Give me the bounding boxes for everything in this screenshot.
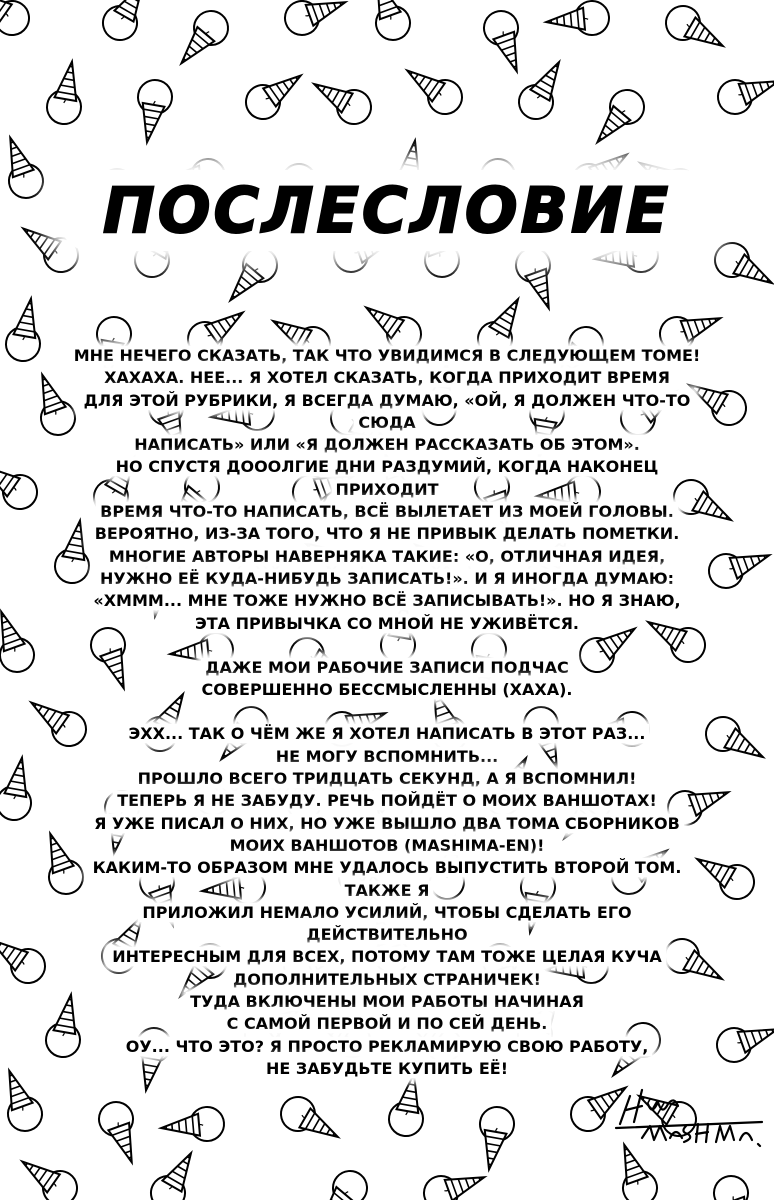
text-line: «ХМММ... МНЕ ТОЖЕ НУЖНО ВСЁ ЗАПИСЫВАТЬ!». НО Я ЗНАЮ, xyxy=(89,591,684,610)
ice-cream-cone-icon xyxy=(479,6,532,77)
ice-cream-cone-icon xyxy=(239,62,310,126)
text-line: НО СПУСТЯ ДОООЛГИЕ ДНИ РАЗДУМИЙ, КОГДА НАКОНЕЦ ПРИХОДИТ xyxy=(112,457,663,498)
text-line: ХАХАХА. НЕЕ... Я ХОТЕЛ СКАЗАТЬ, КОГДА ПРИХОДИТ ВРЕМЯ xyxy=(100,368,674,387)
ice-cream-cone-icon xyxy=(713,65,774,118)
ice-cream-cone-icon xyxy=(0,132,48,203)
text-line: ИНТЕРЕСНЫМ ДЛЯ ВСЕХ, ПОТОМУ ТАМ ТОЖЕ ЦЕЛАЯ КУЧА xyxy=(108,947,666,966)
ice-cream-cone-icon xyxy=(3,296,47,364)
text-line: ВРЕМЯ ЧТО-ТО НАПИСАТЬ, ВСЁ ВЫЛЕТАЕТ ИЗ МОЕЙ ГОЛОВЫ. xyxy=(96,502,678,521)
page-title: ПОСЛЕСЛОВИЕ xyxy=(60,170,714,251)
ice-cream-cone-icon xyxy=(280,0,351,40)
text-line: МНОГИЕ АВТОРЫ НАВЕРНЯКА ТАКИЕ: «О, ОТЛИЧНАЯ ИДЕЯ, xyxy=(105,547,669,566)
ice-cream-cone-icon xyxy=(145,1145,206,1200)
ice-cream-cone-icon xyxy=(168,4,235,74)
ice-cream-cone-icon xyxy=(398,57,469,121)
text-line: ВЕРОЯТНО, ИЗ-ЗА ТОГО, ЧТО Я НЕ ПРИВЫК ДЕЛАТЬ ПОМЕТКИ. xyxy=(91,524,684,543)
author-signature xyxy=(612,1082,768,1154)
ice-cream-cone-icon xyxy=(94,1097,147,1168)
ice-cream-cone-icon xyxy=(217,241,284,311)
text-line: ДОПОЛНИТЕЛЬНЫХ СТРАНИЧЕК! xyxy=(229,970,545,989)
text-line: ПРОШЛО ВСЕГО ТРИДЦАТЬ СЕКУНД, А Я ВСПОМНИЛ! xyxy=(134,769,641,788)
text-line: МОИХ ВАНШОТОВ (MASHIMA-EN)! xyxy=(226,836,549,855)
text-line: Я УЖЕ ПИСАЛ О НИХ, НО УЖЕ ВЫШЛО ДВА ТОМА СБОРНИКОВ xyxy=(90,814,684,833)
text-line: НАПИСАТЬ» ИЛИ «Я ДОЛЖЕН РАССКАЗАТЬ ОБ ЭТОМ». xyxy=(130,435,644,454)
ice-cream-cone-icon xyxy=(0,606,39,677)
ice-cream-cone-icon xyxy=(13,1148,84,1200)
paragraph-3 xyxy=(60,723,714,1080)
ice-cream-cone-icon xyxy=(472,1104,516,1172)
text-line: ТЕПЕРЬ Я НЕ ЗАБУДУ. РЕЧЬ ПОЙДЁТ О МОИХ ВАНШОТАХ! xyxy=(113,791,661,810)
text-line: НУЖНО ЕЁ КУДА-НИБУДЬ ЗАПИСАТЬ!». И Я ИНОГДА ДУМАЮ: xyxy=(96,569,678,588)
text-line: ДАЖЕ МОИ РАБОЧИЕ ЗАПИСИ ПОДЧАС xyxy=(201,658,572,677)
ice-cream-cone-icon xyxy=(361,0,414,45)
ice-cream-cone-icon xyxy=(584,83,651,153)
text-line: НЕ МОГУ ВСПОМНИТЬ... xyxy=(272,747,503,766)
text-line: МНЕ НЕЧЕГО СКАЗАТЬ, ТАК ЧТО УВИДИМСЯ В СЛЕДУЮЩЕМ ТОМЕ! xyxy=(70,346,705,365)
text-line: ДЛЯ ЭТОЙ РУБРИКИ, Я ВСЕГДА ДУМАЮ, «ОЙ, Я ДОЛЖЕН ЧТО-ТО СЮДА xyxy=(80,391,695,432)
text-line: КАКИМ-ТО ОБРАЗОМ МНЕ УДАЛОСЬ ВЫПУСТИТЬ ВТОРОЙ ТОМ. ТАКЖЕ Я xyxy=(89,858,686,899)
text-line: СОВЕРШЕННО БЕССМЫСЛЕННЫ (ХАХА). xyxy=(198,680,577,699)
text-line: ЭХХ... ТАК О ЧЁМ ЖЕ Я ХОТЕЛ НАПИСАТЬ В ЭТОТ РАЗ... xyxy=(125,724,650,743)
text-line: ПРИЛОЖИЛ НЕМАЛО УСИЛИЙ, ЧТОБЫ СДЕЛАТЬ ЕГО ДЕЙСТВИТЕЛЬНО xyxy=(138,903,635,944)
ice-cream-cone-icon xyxy=(511,243,564,314)
text-line: С САМОЙ ПЕРВОЙ И ПО СЕЙ ДЕНЬ. xyxy=(223,1014,552,1033)
ice-cream-cone-icon xyxy=(545,0,611,39)
ice-cream-cone-icon xyxy=(97,0,158,46)
ice-cream-cone-icon xyxy=(709,1171,762,1200)
ice-cream-cone-icon xyxy=(513,54,574,126)
ice-cream-cone-icon xyxy=(712,1013,774,1066)
ice-cream-cone-icon xyxy=(419,1161,490,1200)
ice-cream-cone-icon xyxy=(0,452,44,516)
ice-cream-cone-icon xyxy=(660,0,732,61)
text-line: ЭТА ПРИВЫЧКА СО МНОЙ НЕ УЖИВЁТСЯ. xyxy=(191,614,583,633)
ice-cream-cone-icon xyxy=(0,755,39,823)
ice-cream-cone-icon xyxy=(709,237,774,298)
ice-cream-cone-icon xyxy=(307,1164,374,1200)
ice-cream-cone-icon xyxy=(44,59,88,127)
paragraph-1 xyxy=(60,345,714,635)
ice-cream-cone-icon xyxy=(160,1106,226,1145)
text-line: ТУДА ВКЛЮЧЕНЫ МОИ РАБОТЫ НАЧИНАЯ xyxy=(186,992,588,1011)
ice-cream-cone-icon xyxy=(0,0,36,42)
text-line: ОУ... ЧТО ЭТО? Я ПРОСТО РЕКЛАМИРУЮ СВОЮ РАБОТУ, xyxy=(122,1037,653,1056)
paragraph-2 xyxy=(60,657,714,702)
ice-cream-cone-icon xyxy=(306,69,378,130)
ice-cream-cone-icon xyxy=(704,539,774,592)
text-line: НЕ ЗАБУДЬТЕ КУПИТЬ ЕЁ! xyxy=(262,1059,512,1078)
afterword-text xyxy=(60,345,714,1102)
ice-cream-cone-icon xyxy=(0,926,52,990)
ice-cream-cone-icon xyxy=(0,1065,47,1136)
ice-cream-cone-icon xyxy=(130,77,174,145)
